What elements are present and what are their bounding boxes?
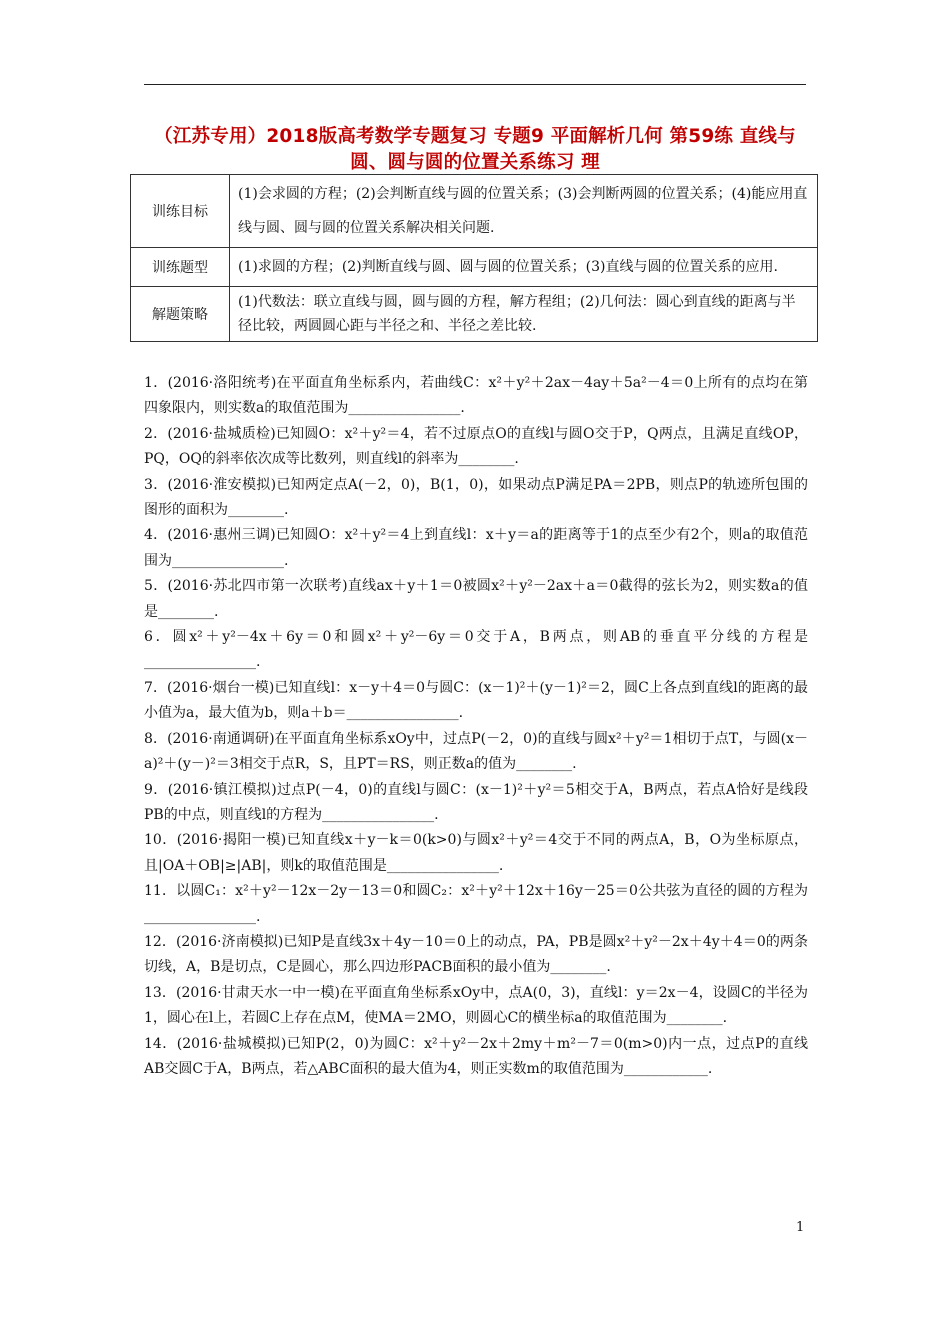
problem-item: 13．(2016·甘肃天水一中一模)在平面直角坐标系xOy中，点A(0，3)，直线l：y＝2x－4，设圆C的半径为1，圆心在l上，若圆C上存在点M，使MA＝2MO，则圆心C的横坐标a的取值范围为________. — [144, 984, 808, 1027]
page-number: 1 — [796, 1220, 805, 1235]
document-title: （江苏专用）2018版高考数学专题复习 专题9 平面解析几何 第59练 直线与圆、圆与圆的位置关系练习 理 — [154, 126, 796, 173]
row-label: 解题策略 — [131, 287, 230, 342]
table-row — [131, 287, 818, 342]
problem-list — [144, 371, 808, 1082]
row-label: 训练题型 — [131, 248, 230, 287]
problem-item: 1．(2016·洛阳统考)在平面直角坐标系内，若曲线C：x²＋y²＋2ax－4ay＋5a²－4＝0上所有的点均在第四象限内，则实数a的取值范围为________________. — [144, 375, 808, 417]
problem-item: 4．(2016·惠州三调)已知圆O：x²＋y²＝4上到直线l：x＋y＝a的距离等于1的点至少有2个，则a的取值范围为________________. — [144, 527, 808, 569]
problem-item: 3．(2016·淮安模拟)已知两定点A(－2，0)，B(1，0)，如果动点P满足PA＝2PB，则点P的轨迹所包围的图形的面积为________. — [144, 476, 808, 519]
table-row — [131, 175, 818, 248]
problem-item: 14．(2016·盐城模拟)已知P(2，0)为圆C：x²＋y²－2x＋2my＋m²－7＝0(m>0)内一点，过点P的直线AB交圆C于A，B两点，若△ABC面积的最大值为4，则正实数m的取值范围为____________. — [144, 1035, 808, 1077]
row-label: 训练目标 — [131, 175, 230, 248]
row-content: (1)求圆的方程；(2)判断直线与圆、圆与圆的位置关系；(3)直线与圆的位置关系的应用. — [230, 248, 818, 287]
problem-item: 9．(2016·镇江模拟)过点P(－4，0)的直线l与圆C：(x－1)²＋y²＝5相交于A，B两点，若点A恰好是线段PB的中点，则直线l的方程为________________. — [144, 781, 808, 823]
problem-item: 2．(2016·盐城质检)已知圆O：x²＋y²＝4，若不过原点O的直线l与圆O交于P，Q两点，且满足直线OP，PQ，OQ的斜率依次成等比数列，则直线l的斜率为________. — [144, 425, 808, 468]
problem-item: 6．圆x²＋y²－4x＋6y＝0和圆x²＋y²－6y＝0交于A，B两点，则AB的垂直平分线的方程是________________. — [144, 629, 808, 671]
table-row — [131, 248, 818, 287]
problem-item: 11．以圆C₁：x²＋y²－12x－2y－13＝0和圆C₂：x²＋y²＋12x＋16y－25＝0公共弦为直径的圆的方程为________________. — [144, 883, 808, 925]
problem-item: 12．(2016·济南模拟)已知P是直线3x＋4y－10＝0上的动点，PA，PB是圆x²＋y²－2x＋4y＋4＝0的两条切线，A，B是切点，C是圆心，那么四边形PACB面积的最小值为________. — [144, 933, 808, 976]
training-table — [130, 174, 818, 342]
problem-item: 10．(2016·揭阳一模)已知直线x＋y－k＝0(k>0)与圆x²＋y²＝4交于不同的两点A，B，O为坐标原点，且|OA＋OB|≥|AB|，则k的取值范围是________________. — [144, 832, 808, 874]
header-rule — [144, 84, 806, 85]
row-content: (1)会求圆的方程；(2)会判断直线与圆的位置关系；(3)会判断两圆的位置关系；(4)能应用直线与圆、圆与圆的位置关系解决相关问题. — [230, 175, 818, 248]
problem-item: 8．(2016·南通调研)在平面直角坐标系xOy中，过点P(－2，0)的直线与圆x²＋y²＝1相切于点T，与圆(x－a)²＋(y－)²＝3相交于点R，S，且PT＝RS，则正数a的值为________. — [144, 730, 808, 773]
problem-item: 7．(2016·烟台一模)已知直线l：x－y＋4＝0与圆C：(x－1)²＋(y－1)²＝2，圆C上各点到直线l的距离的最小值为a，最大值为b，则a＋b＝________________. — [144, 679, 808, 722]
problem-item: 5．(2016·苏北四市第一次联考)直线ax＋y＋1＝0被圆x²＋y²－2ax＋a＝0截得的弦长为2，则实数a的值是________. — [144, 578, 808, 620]
row-content: (1)代数法：联立直线与圆，圆与圆的方程，解方程组；(2)几何法：圆心到直线的距离与半径比较，两圆圆心距与半径之和、半径之差比较. — [230, 287, 818, 342]
